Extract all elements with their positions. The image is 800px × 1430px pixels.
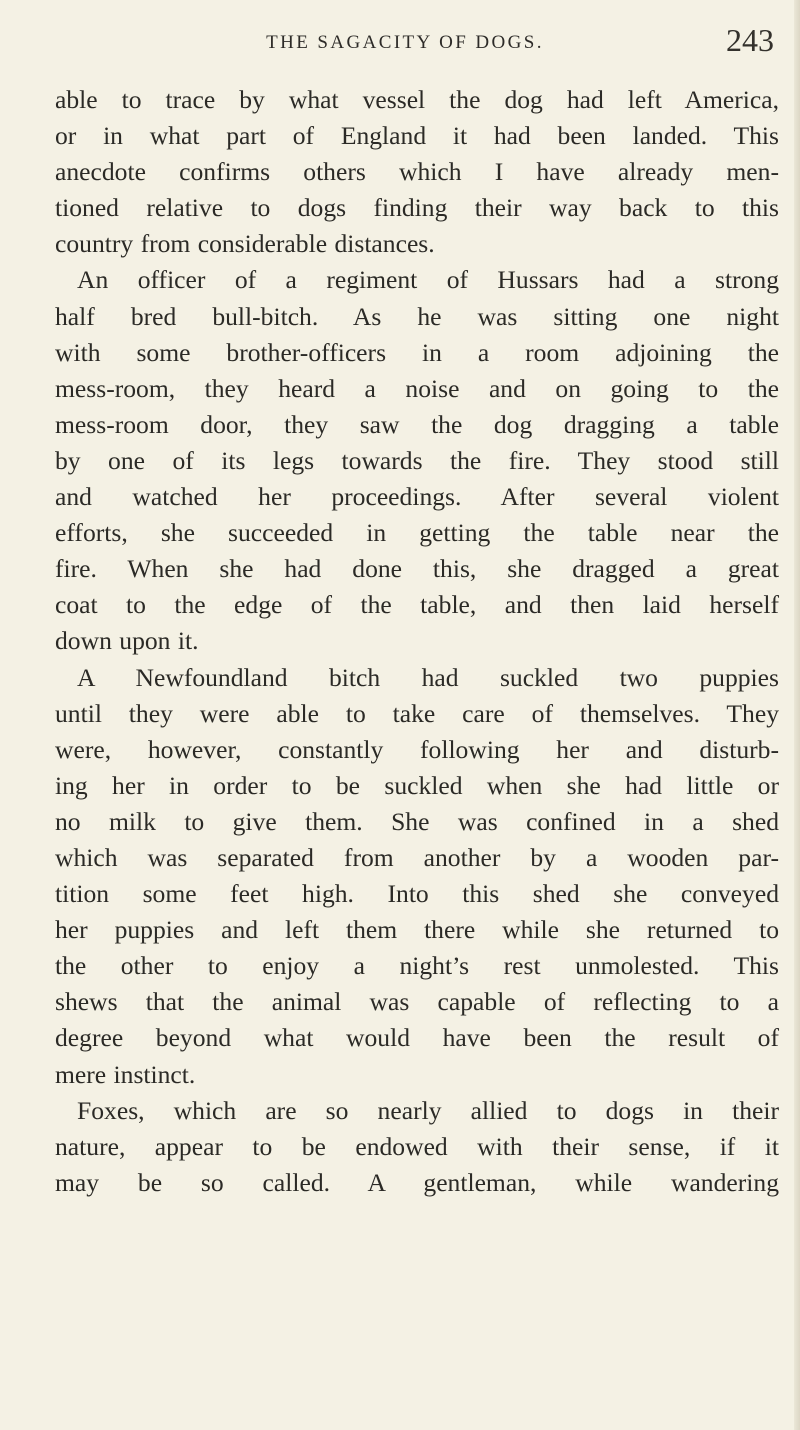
paragraph-4 <box>55 1093 779 1201</box>
text-line: shews that the animal was capable of reflecting to a <box>55 987 779 1017</box>
text-line: nature, appear to be endowed with their sense, if it <box>55 1131 779 1161</box>
text-line: may be so called. A gentleman, while wandering <box>55 1167 779 1197</box>
text-line: tioned relative to dogs finding their way back to this <box>55 193 779 223</box>
running-head <box>0 22 800 64</box>
text-line: coat to the edge of the table, and then laid herself <box>55 590 779 620</box>
running-title: THE SAGACITY OF DOGS. <box>266 32 544 53</box>
text-line: half bred bull-bitch. As he was sitting one night <box>55 301 779 331</box>
text-line: no milk to give them. She was confined in a shed <box>55 806 779 836</box>
text-line: mere instinct. <box>55 1059 196 1089</box>
text-line: her puppies and left them there while she returned to <box>55 915 779 945</box>
text-line: down upon it. <box>55 626 199 656</box>
text-line: mess-room, they heard a noise and on going to the <box>55 373 779 403</box>
text-line: mess-room door, they saw the dog dragging a table <box>55 409 779 439</box>
text-line: the other to enjoy a night’s rest unmolested. This <box>55 951 779 981</box>
text-line: or in what part of England it had been landed. This <box>55 121 779 151</box>
paragraph-3 <box>55 660 779 1093</box>
text-line: A Newfoundland bitch had suckled two puppies <box>77 662 779 692</box>
text-line: An officer of a regiment of Hussars had a strong <box>77 265 779 295</box>
text-line: ing her in order to be suckled when she had little or <box>55 770 779 800</box>
text-line: and watched her proceedings. After several violent <box>55 482 779 512</box>
paragraph-2 <box>55 262 779 659</box>
text-line: which was separated from another by a wooden par- <box>55 842 779 872</box>
text-line: efforts, she succeeded in getting the table near the <box>55 518 779 548</box>
text-line: country from considerable distances. <box>55 229 435 259</box>
paragraph-1 <box>55 82 779 262</box>
body-text <box>55 82 779 1201</box>
text-line: degree beyond what would have been the result of <box>55 1023 779 1053</box>
text-line: tition some feet high. Into this shed she conveyed <box>55 879 779 909</box>
text-line: were, however, constantly following her and disturb- <box>55 734 779 764</box>
text-line: able to trace by what vessel the dog had left America, <box>55 85 779 114</box>
text-line: fire. When she had done this, she dragged a great <box>55 554 779 584</box>
text-line: by one of its legs towards the fire. They stood still <box>55 445 779 475</box>
page-number: 243 <box>726 22 774 58</box>
page-edge-shadow <box>794 0 800 1430</box>
text-line: Foxes, which are so nearly allied to dogs in their <box>77 1095 779 1125</box>
text-line: anecdote confirms others which I have already men- <box>55 157 779 187</box>
text-line: until they were able to take care of themselves. They <box>55 698 779 728</box>
text-line: with some brother-officers in a room adjoining the <box>55 337 779 367</box>
